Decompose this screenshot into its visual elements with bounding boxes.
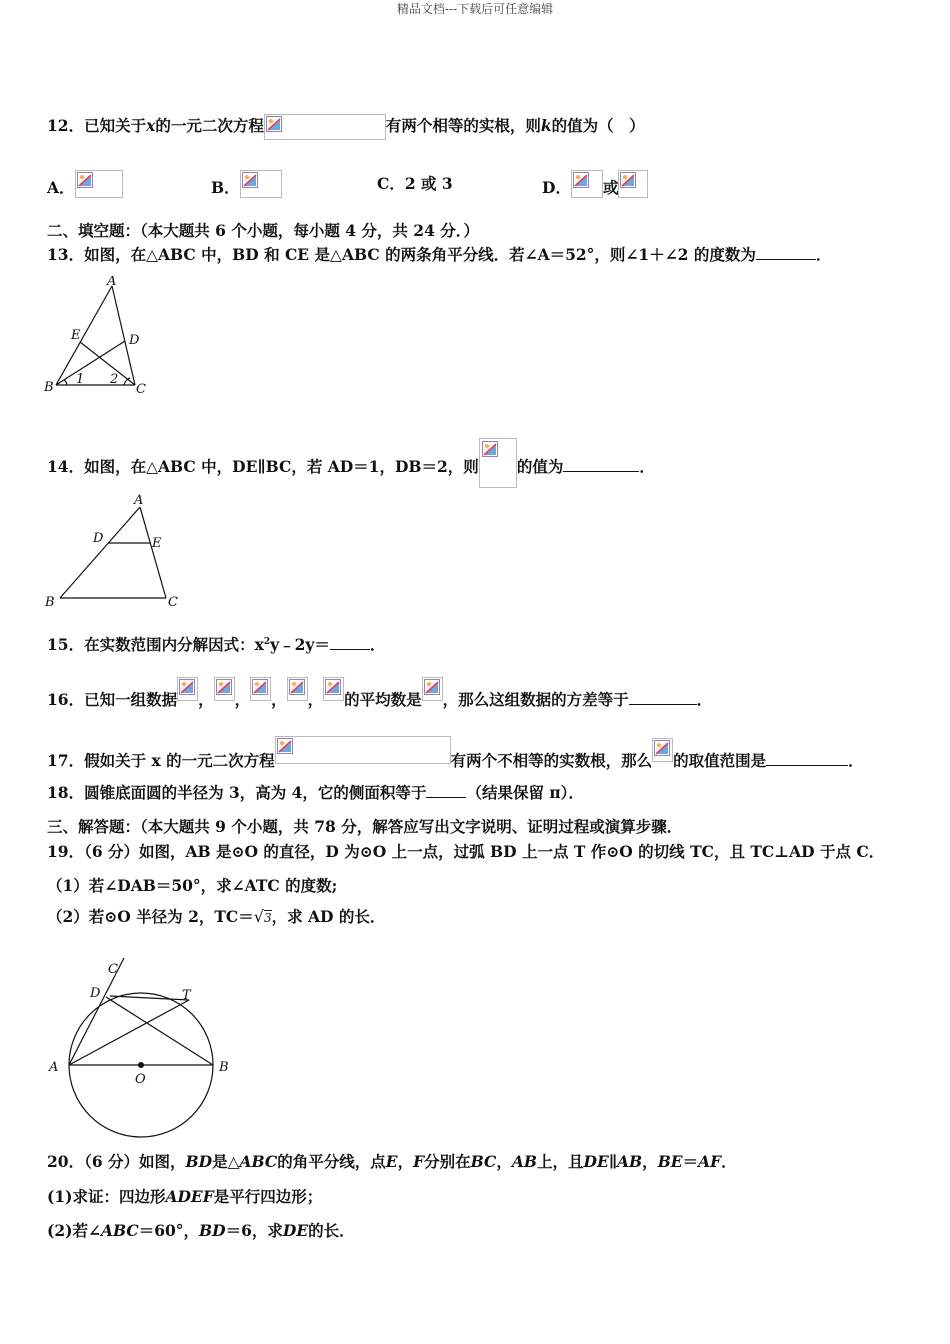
- label-c: C: [136, 382, 146, 397]
- comma: ，: [307, 690, 324, 709]
- angle-1-arc: [64, 380, 67, 385]
- q20-text-e: 分别在: [424, 1152, 471, 1171]
- q19-circle-figure: [44, 938, 244, 1138]
- answer-blank[interactable]: [426, 797, 466, 798]
- q20-part2-text-d: 的长．: [308, 1221, 355, 1240]
- label-a: A: [107, 276, 117, 289]
- q17-text2: 有两个不相等的实数根，那么: [450, 751, 653, 770]
- q20-part-1: [47, 1187, 322, 1207]
- q15-text: 15．在实数范围内分解因式：x: [47, 635, 264, 655]
- label-a: A: [134, 493, 144, 508]
- q12-text-end: 的值为（ ）: [551, 116, 645, 135]
- parallel-symbol: ∥: [608, 1152, 618, 1171]
- var-bd: BD: [185, 1152, 213, 1171]
- q12-option-c[interactable]: C．2 或 3: [377, 174, 453, 193]
- q20-text-f: ，: [496, 1152, 512, 1171]
- data-image-5: [323, 677, 344, 701]
- q15-end: ．: [369, 635, 386, 655]
- q16-text: 16．已知一组数据: [47, 690, 178, 709]
- section-3-heading: 三、解答题：（本大题共 9 个小题，共 78 分，解答应写出文字说明、证明过程或演算步骤．: [47, 817, 683, 836]
- option-d-label: D．: [542, 178, 571, 197]
- broken-image-icon: [216, 679, 232, 695]
- answer-blank[interactable]: [330, 649, 370, 650]
- q20-text-i: ，: [642, 1152, 658, 1171]
- option-a-image: [75, 170, 123, 198]
- question-15: [47, 632, 385, 655]
- broken-image-icon: [424, 679, 440, 695]
- q12-option-a[interactable]: [47, 170, 123, 198]
- q17-text3: 的取值范围是: [673, 751, 767, 770]
- q18-text: 18．圆锥底面圆的半径为 3，高为 4，它的侧面积等于: [47, 783, 427, 802]
- q19-part-2: [47, 907, 385, 928]
- label-1: 1: [76, 372, 85, 387]
- equals-sign: ＝: [682, 1152, 699, 1171]
- q12-text: 12．已知关于: [47, 116, 147, 135]
- equation-image: [264, 114, 386, 140]
- line-db: [106, 997, 213, 1065]
- label-c: C: [108, 962, 118, 977]
- label-d: D: [90, 986, 101, 1001]
- variable-image: [652, 738, 673, 762]
- option-d-image-1: [571, 170, 603, 198]
- q12-var-k: k: [540, 116, 552, 135]
- q20-part2-text: (2)若∠: [47, 1221, 101, 1240]
- line-at: [69, 1000, 189, 1065]
- var-bd: BD: [199, 1221, 226, 1240]
- var-adef: ADEF: [165, 1187, 214, 1206]
- broken-image-icon: [179, 679, 195, 695]
- broken-image-icon: [77, 172, 93, 188]
- q19-part2-text: （2）若⊙O 半径为 2，TC＝: [47, 907, 254, 926]
- q13-triangle-figure: [44, 276, 154, 398]
- sqrt-value: 3: [263, 911, 272, 925]
- edge-ac: [140, 507, 166, 598]
- q17-end: ．: [848, 751, 864, 770]
- equation-image: [275, 736, 451, 764]
- broken-image-icon: [266, 116, 282, 132]
- var-ab: AB: [511, 1152, 538, 1171]
- data-image-3: [250, 677, 271, 701]
- label-b: B: [219, 1060, 229, 1075]
- fraction-image: [479, 438, 517, 488]
- question-17: [47, 736, 864, 771]
- var-bc: BC: [470, 1152, 497, 1171]
- var-de: DE: [583, 1152, 609, 1171]
- broken-image-icon: [654, 740, 670, 756]
- q20-end: ．: [721, 1152, 737, 1171]
- broken-image-icon: [482, 441, 498, 457]
- data-image-1: [177, 677, 198, 701]
- q14-end: ．: [639, 457, 655, 476]
- option-d-image-2: [618, 170, 648, 198]
- option-b-label: B．: [211, 178, 240, 197]
- label-d: D: [93, 531, 104, 546]
- q20-part2-text-c: ＝6，求: [225, 1221, 283, 1240]
- option-a-label: A．: [47, 178, 75, 197]
- q19-part2-text-b: ，求 AD 的长．: [271, 907, 386, 926]
- page-header: 精品文档---下载后可任意编辑: [396, 2, 554, 16]
- var-be: BE: [657, 1152, 683, 1171]
- question-12: [47, 114, 645, 140]
- question-13: [47, 245, 831, 265]
- broken-image-icon: [289, 679, 305, 695]
- broken-image-icon: [252, 679, 268, 695]
- q12-option-d[interactable]: [542, 170, 648, 198]
- label-a: A: [49, 1060, 59, 1075]
- q20-part2-text-b: ＝60°，: [138, 1221, 200, 1240]
- tangent-tc: [110, 996, 189, 1000]
- q12-text-after: 有两个相等的实根，则: [385, 116, 541, 135]
- broken-image-icon: [242, 172, 258, 188]
- q14-text2: 的值为: [516, 457, 564, 476]
- sqrt-symbol: √: [253, 907, 264, 926]
- option-b-image: [240, 170, 282, 198]
- angle-2-arc: [124, 378, 130, 385]
- edge-ab: [56, 286, 112, 385]
- q12-text-mid: 的一元二次方程: [155, 116, 264, 135]
- label-o: O: [135, 1072, 146, 1087]
- mean-image: [422, 677, 443, 701]
- broken-image-icon: [620, 172, 636, 188]
- var-abc: ABC: [100, 1221, 139, 1240]
- broken-image-icon: [277, 738, 293, 754]
- label-c: C: [168, 595, 178, 610]
- var-af: AF: [698, 1152, 722, 1171]
- edge-ab: [60, 507, 140, 598]
- q16-text2: 的平均数是: [344, 690, 422, 709]
- label-t: T: [182, 988, 191, 1003]
- question-18: [47, 783, 584, 803]
- label-e: E: [71, 328, 81, 343]
- answer-blank[interactable]: [756, 259, 816, 260]
- q20-part-2: [47, 1221, 355, 1241]
- answer-blank[interactable]: [563, 471, 639, 472]
- q13-text: 13．如图，在△ABC 中，BD 和 CE 是△ABC 的两条角平分线．若∠A＝52°，则∠1＋∠2 的度数为: [47, 245, 756, 264]
- comma: ，: [234, 690, 251, 709]
- var-ab: AB: [617, 1152, 643, 1171]
- answer-blank[interactable]: [629, 704, 697, 705]
- q20-text-g: 上，且: [537, 1152, 584, 1171]
- var-abc: ABC: [239, 1152, 278, 1171]
- q12-var-x: x: [146, 116, 156, 135]
- label-2: 2: [110, 372, 119, 387]
- q19-part-1: （1）若∠DAB＝50°，求∠ATC 的度数;: [47, 876, 338, 895]
- broken-image-icon: [325, 679, 341, 695]
- label-e: E: [152, 536, 162, 551]
- q20-text-b: 是△: [212, 1152, 240, 1171]
- q20-text-c: 的角平分线，点: [277, 1152, 386, 1171]
- question-16: [47, 677, 712, 710]
- q14-text: 14．如图，在△ABC 中，DE∥BC，若 AD＝1，DB＝2，则: [47, 457, 479, 476]
- q12-option-b[interactable]: [211, 170, 282, 198]
- q17-text: 17．假如关于 x 的一元二次方程: [47, 751, 275, 770]
- var-f: F: [413, 1152, 425, 1171]
- data-image-4: [287, 677, 308, 701]
- q20-part1-text-b: 是平行四边形；: [213, 1187, 323, 1206]
- q13-end: ．: [815, 245, 832, 264]
- q16-end: ．: [696, 690, 713, 709]
- q20-part1-text: (1)求证：四边形: [47, 1187, 166, 1206]
- question-20: [47, 1152, 737, 1172]
- q15-text2: y﹣2y＝: [270, 635, 330, 655]
- label-b: B: [45, 595, 55, 610]
- data-image-2: [214, 677, 235, 701]
- comma: ，: [271, 690, 287, 709]
- q14-triangle-figure: [44, 488, 184, 612]
- question-19: 19．（6 分）如图，AB 是⊙O 的直径，D 为⊙O 上一点，过弧 BD 上一点 T 作⊙O 的切线 TC，且 TC⊥AD 于点 C．: [47, 842, 885, 861]
- question-14: [47, 438, 655, 488]
- var-de: DE: [282, 1221, 309, 1240]
- q20-text: 20．（6 分）如图，: [47, 1152, 186, 1171]
- answer-blank[interactable]: [766, 765, 848, 766]
- q18-end: （结果保留 π）．: [466, 783, 584, 802]
- q16-text3: ，那么这组数据的方差等于: [442, 690, 629, 709]
- label-d: D: [129, 333, 140, 348]
- comma: ，: [198, 690, 214, 709]
- q20-text-d: ，: [397, 1152, 414, 1171]
- option-d-or: 或: [602, 178, 619, 197]
- q15-exponent: 2: [263, 637, 271, 647]
- center-point: [138, 1062, 144, 1068]
- broken-image-icon: [573, 172, 589, 188]
- var-e: E: [385, 1152, 398, 1171]
- label-b: B: [44, 380, 54, 395]
- section-2-heading: 二、填空题：（本大题共 6 个小题，每小题 4 分，共 24 分．）: [47, 221, 480, 240]
